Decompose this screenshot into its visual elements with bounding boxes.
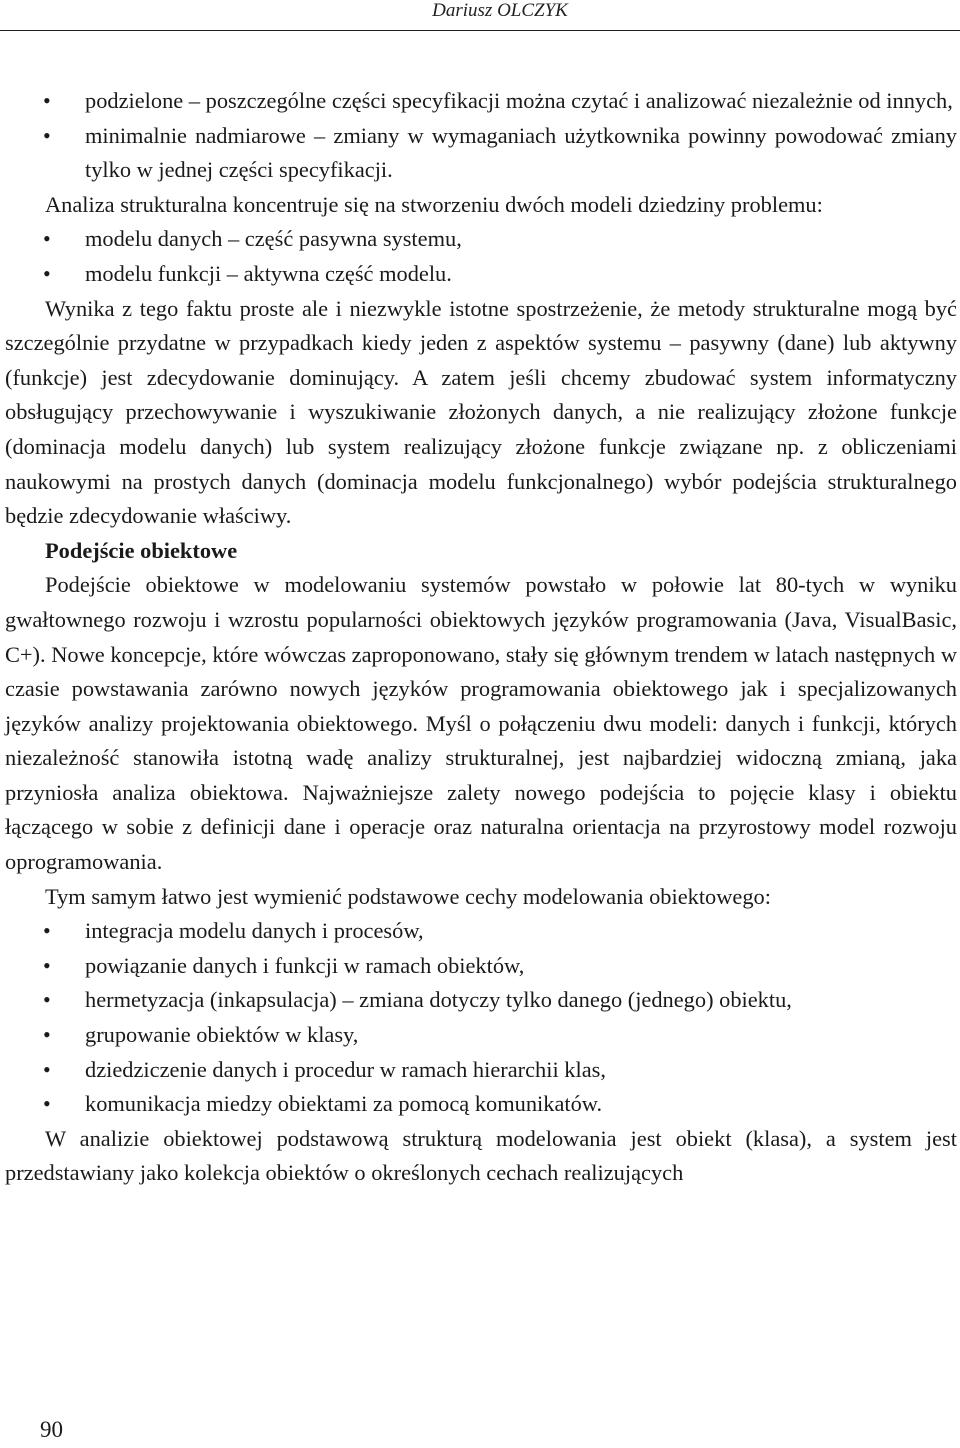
list-item: • grupowanie obiektów w klasy, [5,1018,957,1053]
bullet-icon: • [43,987,51,1013]
header-author: Dariusz OLCZYK [432,0,568,21]
bullet-list-1 [5,84,957,188]
list-item: • powiązanie danych i funkcji w ramach obiektów, [5,949,957,984]
bullet-icon: • [43,1056,51,1082]
section-heading: Podejście obiektowe [45,537,238,563]
list-item: • minimalnie nadmiarowe – zmiany w wymaganiach użytkownika powinny powodować zmiany tylko w jednej części specyfikacji. [5,119,957,188]
paragraph: Wynika z tego faktu proste ale i niezwykle istotne spostrzeżenie, że metody strukturalne mogą być szczególnie przydatne w przypadkach kiedy jeden z aspektów systemu – pasywny (dane) lub aktywny (funkcje) jest zdecydowanie dominujący. A zatem jeśli chcemy zbudować system informatyczny obsługujący przechowywanie i wyszukiwanie złożonych danych, a nie realizujący złożone funkcje (dominacja modelu danych) lub system realizujący złożone funkcje związane np. z obliczeniami naukowymi na prostych danych (dominacja modelu funkcjonalnego) wybór podejścia strukturalnego będzie zdecydowanie właściwy. [5,295,957,529]
bullet-icon: • [43,952,51,978]
bullet-icon: • [43,88,51,113]
body-text [5,84,957,1191]
paragraph: Podejście obiektowe w modelowaniu systemów powstało w połowie lat 80-tych w wyniku gwałtownego rozwoju i wzrostu popularności obiektowych języków programowania (Java, VisualBasic, C+). Nowe koncepcje, które wówczas zaproponowano, stały się głównym trendem w latach następnych w czasie powstawania zarówno nowych języków programowania obiektowego jak i specjalizowanych języków analizy projektowania obiektowego. Myśl o połączeniu dwu modeli: danych i funkcji, których niezależność stanowiła istotną wadę analizy strukturalnej, jest najbardziej widoczną zmianą, jaka przyniosła analiza obiektowa. Najważniejsze zalety nowego podejścia to pojęcie klasy i obiektu łączącego w sobie z definicji dane i operacje oraz naturalna orientacja na przyrostowy model rozwoju oprogramowania. [5,572,957,875]
bullet-icon: • [43,122,51,148]
bullet-icon: • [43,226,51,252]
paragraph: Analiza strukturalna koncentruje się na stworzeniu dwóch modeli dziedziny problemu: [45,191,823,217]
bullet-list-3 [5,914,957,1122]
bullet-icon: • [43,1091,51,1117]
list-item: • komunikacja miedzy obiektami za pomocą komunikatów. [5,1087,957,1122]
list-item: • dziedziczenie danych i procedur w ramach hierarchii klas, [5,1053,957,1088]
bullet-list-2 [5,222,957,291]
list-item: • podzielone – poszczególne części specyfikacji można czytać i analizować niezależnie od innych, [5,84,957,119]
page-number: 90 [40,1417,63,1442]
list-item: • integracja modelu danych i procesów, [5,914,957,949]
list-item: • modelu funkcji – aktywna część modelu. [5,257,957,292]
paragraph: W analizie obiektowej podstawową strukturą modelowania jest obiekt (klasa), a system jest przedstawiany jako kolekcja obiektów o określonych cechach realizujących [5,1125,957,1186]
bullet-icon: • [43,260,51,286]
bullet-icon: • [43,1022,51,1048]
running-header [0,0,960,31]
list-item: • modelu danych – część pasywna systemu, [5,222,957,257]
bullet-icon: • [43,918,51,944]
paragraph: Tym samym łatwo jest wymienić podstawowe cechy modelowania obiektowego: [45,883,771,909]
list-item: • hermetyzacja (inkapsulacja) – zmiana dotyczy tylko danego (jednego) obiektu, [5,983,957,1018]
